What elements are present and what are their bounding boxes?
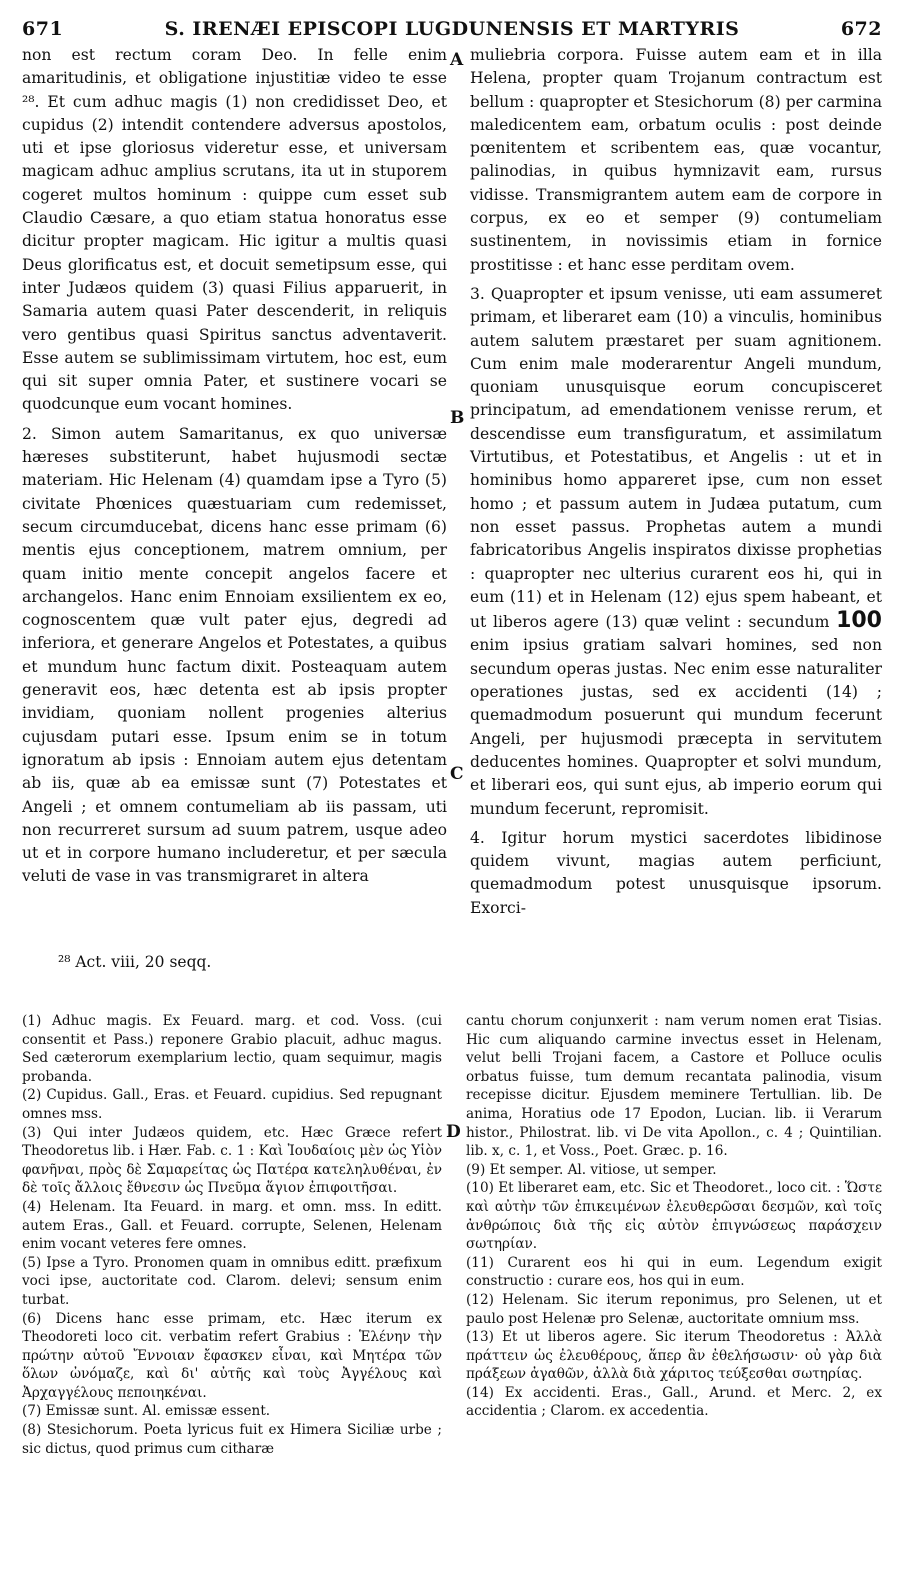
paragraph: non est rectum coram Deo. In felle enim amaritudinis, et obligatione injustitiæ video te esse ²⁸. Et cum adhuc magis (1) non credidisset Deo, et cupidus (2) intendit contendere adversus apostolos, uti et ipse gloriosus videretur esse, et universam magicam adhuc amplius scrutans, ita ut in stuporem cogeret multos hominum : quippe cum esset sub Claudio Cæsare, a quo etiam statua honoratus esse dicitur propter magicam. Hic igitur a multis quasi Deus glorificatus est, et docuit semetipsum esse, qui inter Judæos quidem (3) quasi Filius apparuerit, in Samaria autem quasi Pater descenderit, in reliquis vero gentibus quasi Spiritus sanctus adventaverit. Esse autem se sublimissimam virtutem, hoc est, eum qui sit super omnia Pater, et sustinere vocari se quodcunque eum vocant homines. <box>22 46 447 414</box>
footnote: (14) Ex accidenti. Eras., Gall., Arund. et Merc. 2, ex accidentia ; Clarom. ex accedentia. <box>466 1384 882 1420</box>
footnotes-left-column <box>22 1012 442 1458</box>
footnote: cantu chorum conjunxerit : nam verum nomen erat Tisias. Hic cum aliquando carmine invectus esset in Helenam, velut belli Trojani facem, a Castore et Polluce oculis orbatus fuisse, tum demum recantata palinodia, visum recepisse dicitur. Ejusdem meminere Tertullian. lib. De anima, Horatius ode 17 Epodon, Lucian. lib. ii Verarum histor., Philostrat. lib. vi De vita Apollon., c. 4 ; Quintilian. lib. x, c. 1, et Voss., Poet. Græc. p. 16. <box>466 1013 882 1160</box>
main-text-left-column <box>22 44 447 889</box>
footnote: (7) Emissæ sunt. Al. emissæ essent. <box>22 1403 271 1420</box>
footnote: (3) Qui inter Judæos quidem, etc. Hæc Græce refert Theodoretus lib. i Hær. Fab. c. 1 : Καὶ Ἰουδαίοις μὲν ὡς Υἱὸν φανῆναι, πρὸς δὲ Σαμαρείτας ὡς Πατέρα κατεληλυθέναι, ἐν δὲ τοῖς ἄλλοις ἔθνεσιν ὡς Πνεῦμα ἅγιον ἐπιφοιτῆσαι. <box>22 1124 442 1197</box>
paragraph-text: enim ipsius gratiam salvari homines, sed non secundum operas justas. Nec enim esse naturaliter operationes justas, sed ex accidenti (14) ; quemadmodum posuerunt qui mundum fecerunt Angeli, per hujusmodi præcepta in servitutem deducentes homines. Quapropter et solvi mundum, et liberari eos, qui sunt ejus, ab imperio eorum qui mundum fecerunt, repromisit. <box>470 636 882 818</box>
page-number-left: 671 <box>22 18 64 40</box>
footnote: (6) Dicens hanc esse primam, etc. Hæc iterum ex Theodoreti loco cit. verbatim refert Grabius : Ἑλένην τὴν πρώτην αὐτοῦ Ἔννοιαν ἔφασκεν εἶναι, καὶ Μητέρα τῶν ὅλων ὠνόμαζε, καὶ δι' αὐτῆς καὶ τοὺς Ἀγγέλους καὶ Ἀρχαγγέλους πεποιηκέναι. <box>22 1310 442 1401</box>
footnote: (5) Ipse a Tyro. Pronomen quam in omnibus editt. præfixum voci ipse, auctoritate cod. Clarom. delevi; sensum enim turbat. <box>22 1254 442 1308</box>
page-number-right: 672 <box>840 18 882 40</box>
main-text-right-column <box>470 44 882 920</box>
running-header <box>22 18 882 46</box>
footnote: (8) Stesichorum. Poeta lyricus fuit ex Himera Siciliæ urbe ; sic dictus, quod primus cum citharæ <box>22 1422 442 1457</box>
footnote: (1) Adhuc magis. Ex Feuard. marg. et cod. Voss. (cui consentit et Pass.) reponere Grabio placuit, adhuc magus. Sed cæterorum exemplarium lectio, quam sequimur, magis probanda. <box>22 1013 442 1085</box>
paragraph-text: 3. Quapropter et ipsum venisse, uti eam assumeret primam, et liberaret eam (10) a vinculis, hominibus autem salutem præstaret per suam agnitionem. Cum enim male moderarentur Angeli mundum, quoniam unusquisque eorum concupisceret principatum, ad emendationem venisse rerum, et descendisse eum transfiguratum, et assimilatum Virtutibus, et Potestatibus, et Angelis : ut et in hominibus homo appareret ipse, cum non esset homo ; et passum autem in Judæa putatum, cum non esset passus. Prophetas autem a mundi fabricatoribus Angelis inspiratos dixisse prophetias : quapropter nec ulterius curarent eos hi, qui in eum (11) et in Helenam (12) ejus spem habeant, et ut liberos agere (13) quæ velint : secundum <box>470 284 882 632</box>
footnote: (2) Cupidus. Gall., Eras. et Feuard. cupidius. Sed repugnant omnes mss. <box>22 1087 442 1122</box>
running-title: S. IRENÆI EPISCOPI LUGDUNENSIS ET MARTYRIS <box>164 18 740 40</box>
margin-letter-d: D <box>446 1122 461 1142</box>
paragraph <box>470 283 882 821</box>
paragraph: muliebria corpora. Fuisse autem eam et in illa Helena, propter quam Trojanum contractum est bellum : quapropter et Stesichorum (8) per carmina maledicentem eam, orbatum oculis : post deinde pœnitentem et scribentem eas, quæ vocantur, palinodias, in quibus hymnizavit eam, rursus vidisse. Transmigrantem autem eam de corpore in corpus, ex eo et semper (9) contumeliam sustinentem, in novissimis etiam in fornice prostitisse : et hanc esse perditam ovem. <box>470 46 882 274</box>
margin-letter-a: A <box>450 50 464 70</box>
paragraph: 2. Simon autem Samaritanus, ex quo universæ hæreses substiterunt, habet hujusmodi sectæ materiam. Hic Helenam (4) quamdam ipse a Tyro (5) civitate Phœnices quæstuariam cum redemisset, secum circumducebat, dicens hanc esse primam (6) mentis ejus conceptionem, matrem omnium, per quam initio mente concepit angelos facere et archangelos. Hanc enim Ennoiam exsilientem ex eo, cognoscentem quæ vult pater ejus, degredi ad inferiora, et generare Angelos et Potestates, a quibus et mundum hunc factum dixit. Posteaquam autem generavit eos, hæc detenta est ab ipsis propter invidiam, quoniam nollent progenies alterius cujusdam putari esse. Ipsum enim se in totum ignoratum ab ipsis : Ennoiam autem ejus detentam ab iis, quæ ab ea emissæ sunt (7) Potestates et Angeli ; et omnem contumeliam ab iis passam, uti non recurreret sursum ad suum patrem, usque adeo ut et in corpore humano includeretur, et per sæcula veluti de vase in vas transmigraret in altera <box>22 424 447 886</box>
footnote: (12) Helenam. Sic iterum reponimus, pro Selenen, ut et paulo post Helenæ pro Selenæ, auctoritate omnium mss. <box>466 1291 882 1327</box>
paragraph: 4. Igitur horum mystici sacerdotes libidinose quidem vivunt, magias autem perficiunt, quemadmodum potest unusquisque ipsorum. Exorci- <box>470 828 882 917</box>
footnote: (13) Et ut liberos agere. Sic iterum Theodoretus : Ἀλλὰ πράττειν ὡς ἐλευθέρους, ἅπερ ἂν ἐθελήσωσιν· οὐ γὰρ διὰ πράξεων ἀγαθῶν, ἀλλὰ διὰ χάριτος τεύξεσθαι σωτηρίας. <box>466 1329 882 1383</box>
footnote: (10) Et liberaret eam, etc. Sic et Theodoret., loco cit. : Ὥστε καὶ αὐτὴν τῶν ἐπικειμένων ἐλευθερῶσαι δεσμῶν, καὶ τοῖς ἀνθρώποις διὰ τῆς εἰς αὐτὸν ἐπιγνώσεως παράσχειν σωτηρίαν. <box>466 1180 882 1253</box>
margin-letter-c: C <box>450 764 464 784</box>
scripture-reference: ²⁸ Act. viii, 20 seqq. <box>58 953 212 971</box>
footnote: (4) Helenam. Ita Feuard. in marg. et omn. mss. In editt. autem Eras., Gall. et Feuard. corrupte, Selenen, Helenam enim vocant veteres fere omnes. <box>22 1198 442 1253</box>
footnotes-right-column <box>466 1012 882 1421</box>
column-number-100: 100 <box>836 608 882 634</box>
footnote: (11) Curarent eos hi qui in eum. Legendum exigit constructio : curare eos, hos qui in eum. <box>466 1254 882 1290</box>
footnote: (9) Et semper. Al. vitiose, ut semper. <box>466 1161 717 1178</box>
margin-letter-b: B <box>450 408 465 428</box>
